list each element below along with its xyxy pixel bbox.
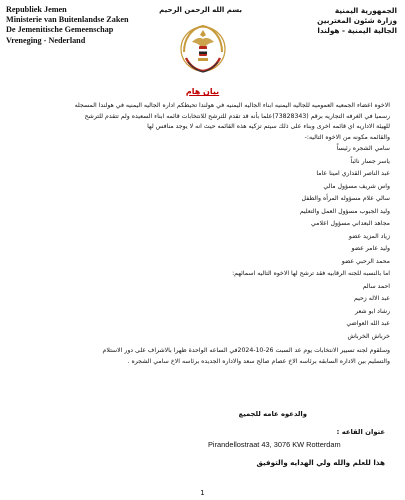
page-number: 1 xyxy=(200,489,205,497)
oversight-item: احمد سالم xyxy=(362,282,390,290)
header-left-line: Vreneging - Nederland xyxy=(6,35,86,45)
venue-label: عنوان القاعه : xyxy=(336,428,385,436)
document-title: بيان هام xyxy=(185,87,220,96)
eagle-emblem-logo xyxy=(172,16,234,78)
member-item: عبد الناصر القداري امينا عاما xyxy=(316,170,390,177)
oversight-item: عبد الاله زحيم xyxy=(354,295,390,302)
header-right-line: الجمهورية اليمنية xyxy=(334,6,397,15)
document-body xyxy=(15,101,390,367)
member-item: وليد عامر عضو xyxy=(351,245,390,252)
basmala: بسم الله الرحمن الرحيم xyxy=(159,6,242,14)
oversight-item: خرباش الخرباش xyxy=(347,332,390,340)
closing-line: وسلقوم لجنه تسيير الانتخابات يوم عد السبت 26-10-2024في الساعه الواحدة ظهرا بالاشراف على دور الاستلام xyxy=(102,347,390,354)
venue-address: Pirandellostraat 43, 3076 KW Rotterdam xyxy=(208,440,341,449)
intro-line: الاخوه اعضاء الجمعيه العموميه للجاليه اليمنيه ابناء الجاليه اليمنيه في هولندا تحيطكم اداره الجاليه اليمنيه في هولندا المسجله xyxy=(74,102,390,109)
member-item: محمد الرحبي عضو xyxy=(341,257,390,265)
intro-line: رسميا في الغرفه التجاريه برقم (73828343)علما بأنه قد تقدم للترشح للانتخابات قائمه ابناء السعيده ولم تتقدم للترشح xyxy=(84,112,390,120)
header-left-line: Republiek Jemen xyxy=(6,5,67,14)
closing-remark: هذا للعلم والله ولي الهدايه والتوفيق xyxy=(256,458,385,467)
member-item: مجاهد البعداني مسؤول اعلامي xyxy=(311,220,390,227)
closing-line: والتسليم بين الاداره السابقه برئاسه الاخ عصام صالح سعد والاداره الجديده برئاسه الاخ سامي الشجره . xyxy=(127,357,390,365)
member-item: زياد المزيد عضو xyxy=(348,232,390,240)
invite-text: والدعوه عامه للجميع xyxy=(238,410,307,418)
member-item: سامي الشجره رئيساً xyxy=(336,145,390,152)
oversight-item: عبد الله العواضي xyxy=(346,320,390,327)
header-left-line: Ministerie van Buitenlandse Zaken xyxy=(6,15,129,25)
header-left-line: De Jemenitische Gemeenschap xyxy=(6,25,114,35)
header-right-arabic xyxy=(317,6,397,36)
oversight-item: رشاد ابو شعر xyxy=(355,307,390,315)
intro-line: للهيئة الاداريه اي قائمه اخرى وبناء على ذلك سيتم تزكيه هذه القائمه حيث انه لا يوجد منافس لها xyxy=(147,123,390,130)
member-item: وليد الجبوب مسؤول العمل والتعليم xyxy=(299,207,390,215)
header-right-line: الجالية اليمنية - هولندا xyxy=(317,26,397,35)
intro-line: والقائمه مكونه من الاخوه التاليه:- xyxy=(304,133,390,141)
header-left-latin xyxy=(6,5,129,46)
header-right-line: وزارة شئون المغتربين xyxy=(317,16,397,25)
member-item: ياسر جسار نائباً xyxy=(350,157,390,165)
member-item: سالي علام مسؤوله المرأه والطفل xyxy=(301,195,390,202)
member-item: واس شريف مسؤول مالي xyxy=(323,182,390,190)
oversight-intro: اما بالنسبه للجنه الرقابيه فقد ترشح لها الاخوه التاليه اسمائهم: xyxy=(232,270,390,277)
